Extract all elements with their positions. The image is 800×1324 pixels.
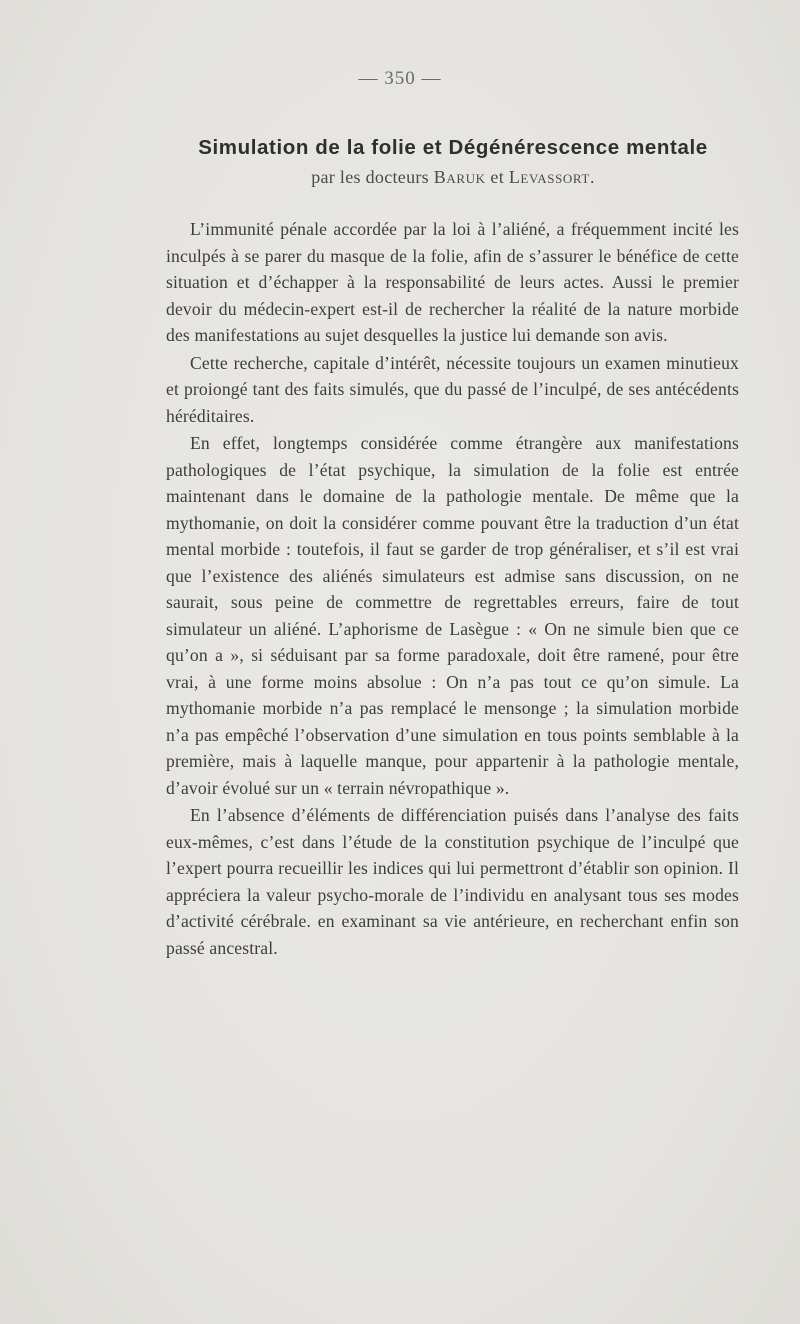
article-body bbox=[166, 216, 739, 961]
paragraph-en-effet: En effet, longtemps considérée comme étrangère aux manifestations pathologiques de l’état psychique, la simulation de la folie est entrée maintenant dans le domaine de la pathologie mentale. De même que la mythomanie, on doit la considérer comme pouvant être la traduction d’un état mental morbide : toutefois, il faut se garder de trop généraliser, et s’il est vrai que l’existence des aliénés simulateurs est admise sans discussion, on ne saurait, sous peine de commettre de regrettables erreurs, faire de tout simulateur un aliéné. L’aphorisme de Lasègue : « On ne simule bien que ce qu’on a », si séduisant par sa forme paradoxale, doit être ramené, pour être vrai, à une forme moins absolue : On n’a pas tout ce qu’on simule. La mythomanie morbide n’a pas remplacé le mensonge ; la simulation morbide n’a pas empêché l’observation d’une simulation en tous points semblable à la première, mais à laquelle manque, pour appartenir à la pathologie mentale, d’avoir évolué sur un « terrain névropathique ». bbox=[166, 433, 739, 798]
byline-suffix: . bbox=[589, 167, 595, 187]
author-levassort: Levassort bbox=[508, 167, 590, 187]
paragraph-recherche: Cette recherche, capitale d’intérêt, nécessite toujours un examen minutieux et proiongé tant des faits simulés, que du passé de l’inculpé, de ses antécédents héréditaires. bbox=[166, 352, 739, 426]
byline-conjunction: et bbox=[485, 167, 509, 187]
author-baruk: Baruk bbox=[433, 167, 486, 187]
page-number: — 350 — bbox=[358, 68, 442, 89]
byline bbox=[164, 167, 742, 188]
article-title: Simulation de la folie et Dégénérescence mentale bbox=[198, 136, 708, 159]
paragraph-absence: En l’absence d’éléments de différenciation puisés dans l’analyse des faits eux-mêmes, c’est dans l’étude de la constitution psychique de l’inculpé que l’expert pourra recueillir les indices qui lui permettront d’établir son opinion. Il appréciera la valeur psycho-morale de l’individu en analysant tous ses modes d’activité cérébrale. en examinant sa vie antérieure, en recherchant enfin son passé ancestral. bbox=[166, 805, 739, 958]
paragraph-immunite: L’immunité pénale accordée par la loi à l’aliéné, a fréquemment incité les inculpés à se parer du masque de la folie, afin de s’assurer le bénéfice de cette situation et d’échapper à la responsabilité de leurs actes. Aussi le premier devoir du médecin-expert est-il de rechercher la réalité de la nature morbide des manifestations au sujet desquelles la justice lui demande son avis. bbox=[166, 219, 739, 345]
byline-prefix: par les docteurs bbox=[311, 167, 434, 187]
